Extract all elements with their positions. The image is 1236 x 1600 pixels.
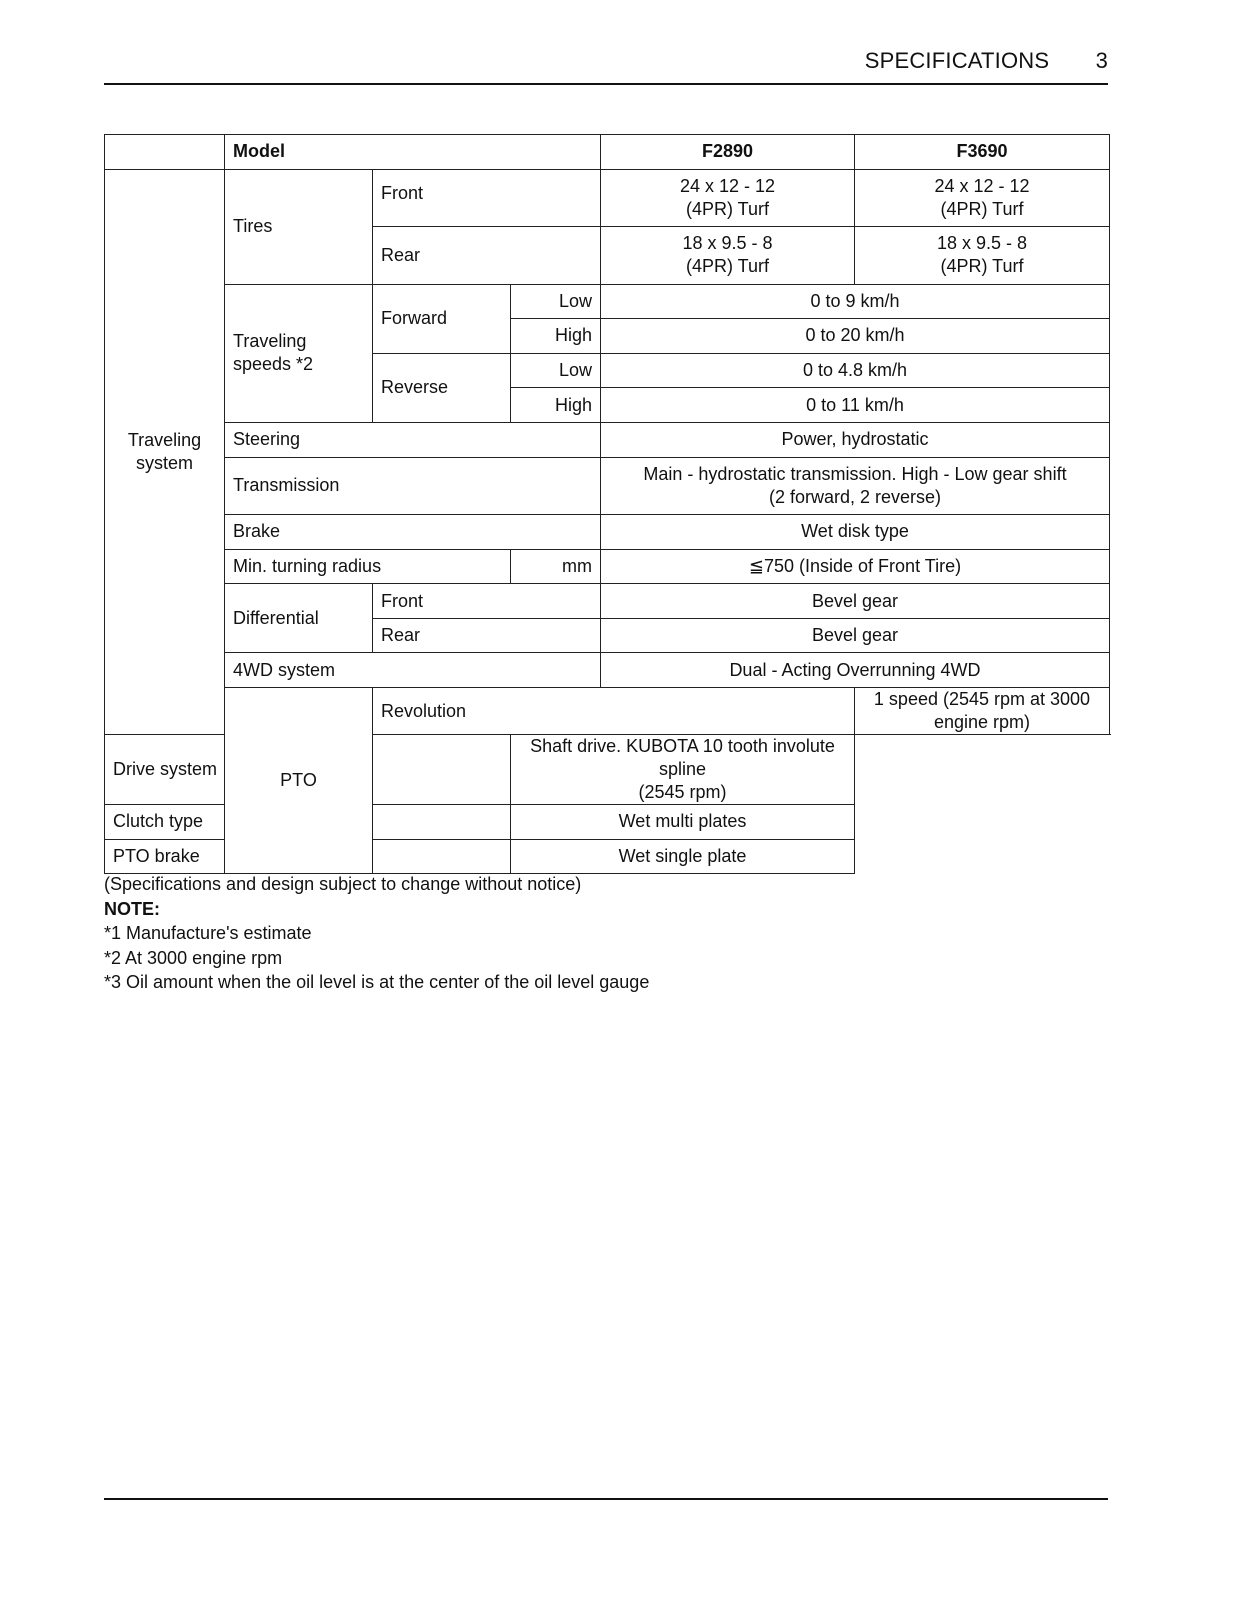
model-header: Model	[225, 135, 601, 170]
table-header-row	[105, 135, 1110, 170]
table-row	[105, 169, 1110, 227]
drive-system-label: Drive system	[105, 735, 511, 805]
blank-corner-cell	[105, 135, 225, 170]
turning-radius-value: ≦750 (Inside of Front Tire)	[601, 549, 1110, 584]
note-heading: NOTE:	[104, 898, 160, 919]
steering-value: Power, hydrostatic	[601, 422, 1110, 457]
traveling-system-category: Traveling system	[105, 169, 225, 734]
forward-low-value: 0 to 9 km/h	[601, 284, 1110, 319]
reverse-low-label: Low	[511, 353, 601, 388]
turning-radius-unit: mm	[511, 549, 601, 584]
tires-label: Tires	[225, 169, 373, 284]
fourwd-value: Dual - Acting Overrunning 4WD	[601, 653, 1110, 688]
reverse-high-value: 0 to 11 km/h	[601, 388, 1110, 423]
forward-high-label: High	[511, 319, 601, 354]
forward-low-label: Low	[511, 284, 601, 319]
reverse-low-value: 0 to 4.8 km/h	[601, 353, 1110, 388]
disclaimer-text: (Specifications and design subject to change without notice)	[104, 874, 582, 894]
footer-rule	[104, 1498, 1108, 1500]
tires-rear-f2890: 18 x 9.5 - 8 (4PR) Turf	[601, 227, 855, 285]
pto-brake-value: Wet single plate	[511, 839, 855, 874]
table-row	[105, 515, 1110, 550]
drive-system-value: Shaft drive. KUBOTA 10 tooth involute spline (2545 rpm)	[511, 735, 855, 805]
differential-rear-label: Rear	[373, 618, 601, 653]
model-f2890-header: F2890	[601, 135, 855, 170]
page-title: SPECIFICATIONS	[864, 48, 1050, 73]
page-header	[104, 48, 1108, 74]
traveling-speeds-label: Traveling speeds *2	[225, 284, 373, 422]
fourwd-label: 4WD system	[225, 653, 601, 688]
forward-high-value: 0 to 20 km/h	[601, 319, 1110, 354]
table-row	[105, 549, 1110, 584]
tires-front-f2890: 24 x 12 - 12 (4PR) Turf	[601, 169, 855, 227]
tires-front-label: Front	[373, 169, 601, 227]
tires-rear-f3690: 18 x 9.5 - 8 (4PR) Turf	[855, 227, 1110, 285]
header-rule	[104, 83, 1108, 85]
specifications-table	[104, 134, 1110, 874]
brake-label: Brake	[225, 515, 601, 550]
table-row	[105, 422, 1110, 457]
revolution-value: 1 speed (2545 rpm at 3000 engine rpm)	[855, 688, 1110, 735]
revolution-label: Revolution	[373, 688, 855, 735]
reverse-label: Reverse	[373, 353, 511, 422]
table-row	[105, 284, 1110, 319]
note-item: *2 At 3000 engine rpm	[104, 947, 283, 968]
page-number: 3	[1095, 48, 1108, 73]
clutch-type-value: Wet multi plates	[511, 805, 855, 840]
pto-category: PTO	[225, 688, 373, 874]
table-row	[105, 688, 1110, 735]
table-row	[105, 839, 1110, 874]
clutch-type-label: Clutch type	[105, 805, 511, 840]
table-row	[105, 584, 1110, 619]
reverse-high-label: High	[511, 388, 601, 423]
differential-rear-value: Bevel gear	[601, 618, 1110, 653]
differential-label: Differential	[225, 584, 373, 653]
note-item: *3 Oil amount when the oil level is at the center of the oil level gauge	[104, 972, 650, 993]
table-row	[105, 653, 1110, 688]
differential-front-label: Front	[373, 584, 601, 619]
model-f3690-header: F3690	[855, 135, 1110, 170]
table-row	[105, 805, 1110, 840]
pto-brake-label: PTO brake	[105, 839, 511, 874]
forward-label: Forward	[373, 284, 511, 353]
tires-rear-label: Rear	[373, 227, 601, 285]
note-item: *1 Manufacture's estimate	[104, 923, 312, 944]
brake-value: Wet disk type	[601, 515, 1110, 550]
tires-front-f3690: 24 x 12 - 12 (4PR) Turf	[855, 169, 1110, 227]
table-row	[105, 457, 1110, 515]
steering-label: Steering	[225, 422, 601, 457]
transmission-label: Transmission	[225, 457, 601, 515]
notes-section	[104, 872, 649, 995]
differential-front-value: Bevel gear	[601, 584, 1110, 619]
turning-radius-label: Min. turning radius	[225, 549, 511, 584]
table-row	[105, 735, 1110, 805]
transmission-value: Main - hydrostatic transmission. High - Low gear shift (2 forward, 2 reverse)	[601, 457, 1110, 515]
